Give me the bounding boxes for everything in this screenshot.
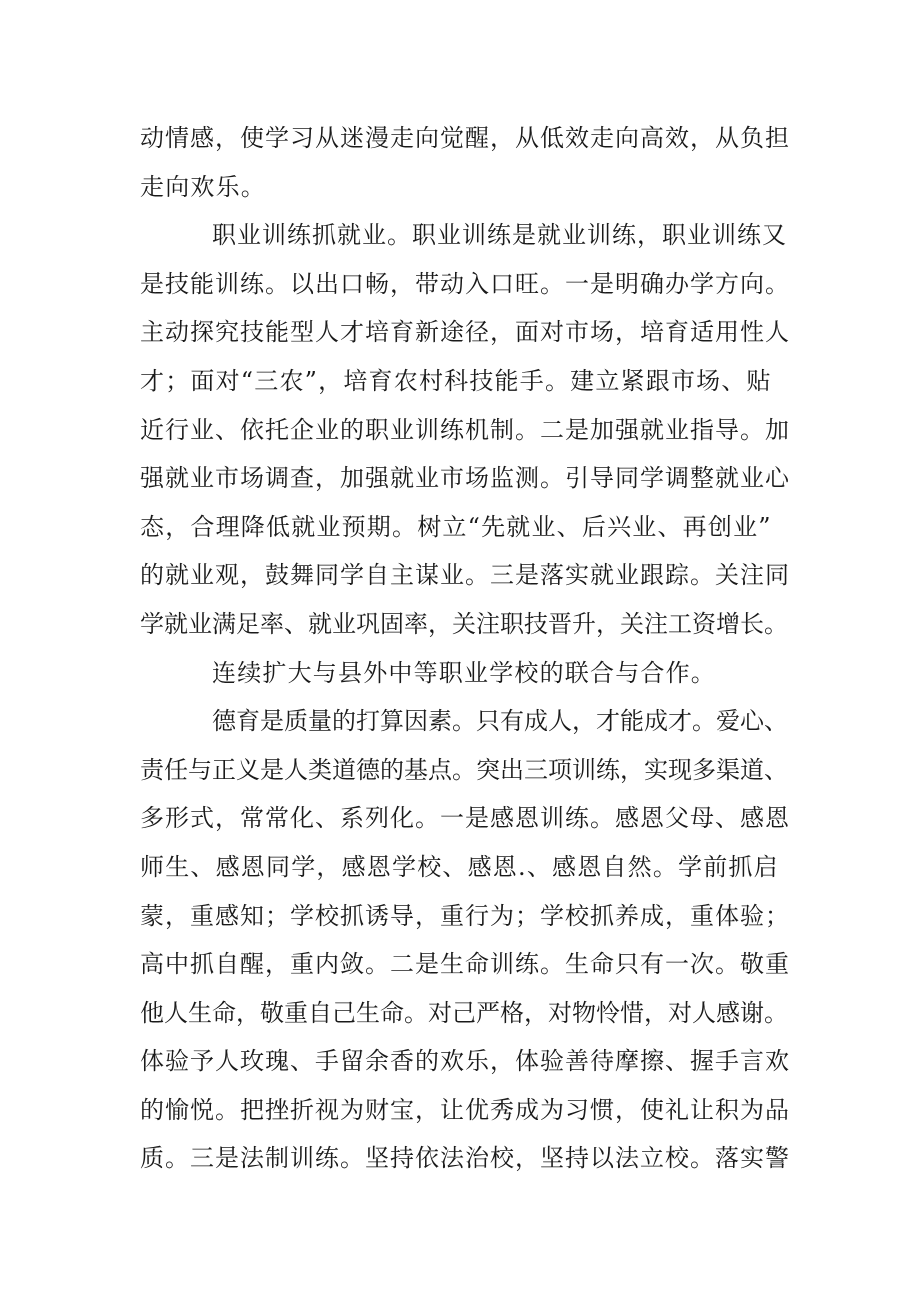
text-line: 蒙，重感知；学校抓诱导，重行为；学校抓养成，重体验； [140,901,790,930]
text-line: 体验予人玫瑰、手留余香的欢乐，体验善待摩擦、握手言欢 [140,1047,790,1076]
text-line: 动情感，使学习从迷漫走向觉醒，从低效走向高效，从负担 [140,124,790,152]
text-line: 他人生命，敬重自己生命。对己严格，对物怜惜，对人感谢。 [140,998,788,1027]
paragraph-start-line: 德育是质量的打算因素。只有成人，才能成才。爱心、 [212,707,788,736]
text-line: 主动探究技能型人才培育新途径，面对市场，培育适用性人 [140,318,790,347]
text-line: 态，合理降低就业预期。树立“先就业、后兴业、再创业” [140,512,772,541]
text-line: 的就业观，鼓舞同学自主谋业。三是落实就业跟踪。关注同 [140,561,790,590]
text-line: 是技能训练。以出口畅，带动入口旺。一是明确办学方向。 [140,269,790,298]
text-line: 走向欢乐。 [140,172,266,201]
text-line: 多形式，常常化、系列化。一是感恩训练。感恩父母、感恩 [140,804,790,833]
text-line: 才；面对“三农”，培育农村科技能手。建立紧跟市场、贴 [140,366,772,395]
text-line: 责任与正义是人类道德的基点。突出三项训练，实现多渠道、 [140,755,788,784]
text-line: 学就业满足率、就业巩固率，关注职技晋升，关注工资增长。 [140,609,788,638]
paragraph-start-line: 职业训练抓就业。职业训练是就业训练，职业训练又 [212,221,787,250]
paragraph-start-line: 连续扩大与县外中等职业学校的联合与合作。 [212,658,716,687]
text-line: 近行业、依托企业的职业训练机制。二是加强就业指导。加 [140,415,790,444]
text-line: 高中抓自醒，重内敛。二是生命训练。生命只有一次。敬重 [140,950,790,979]
document-body [140,114,790,1183]
text-line: 的愉悦。把挫折视为财宝，让优秀成为习惯，使礼让积为品 [140,1095,790,1124]
text-line: 质。三是法制训练。坚持依法治校，坚持以法立校。落实警 [140,1144,790,1173]
text-line: 强就业市场调查，加强就业市场监测。引导同学调整就业心 [140,464,790,493]
text-line: 师生、感恩同学，感恩学校、感恩.、感恩自然。学前抓启 [140,852,779,881]
